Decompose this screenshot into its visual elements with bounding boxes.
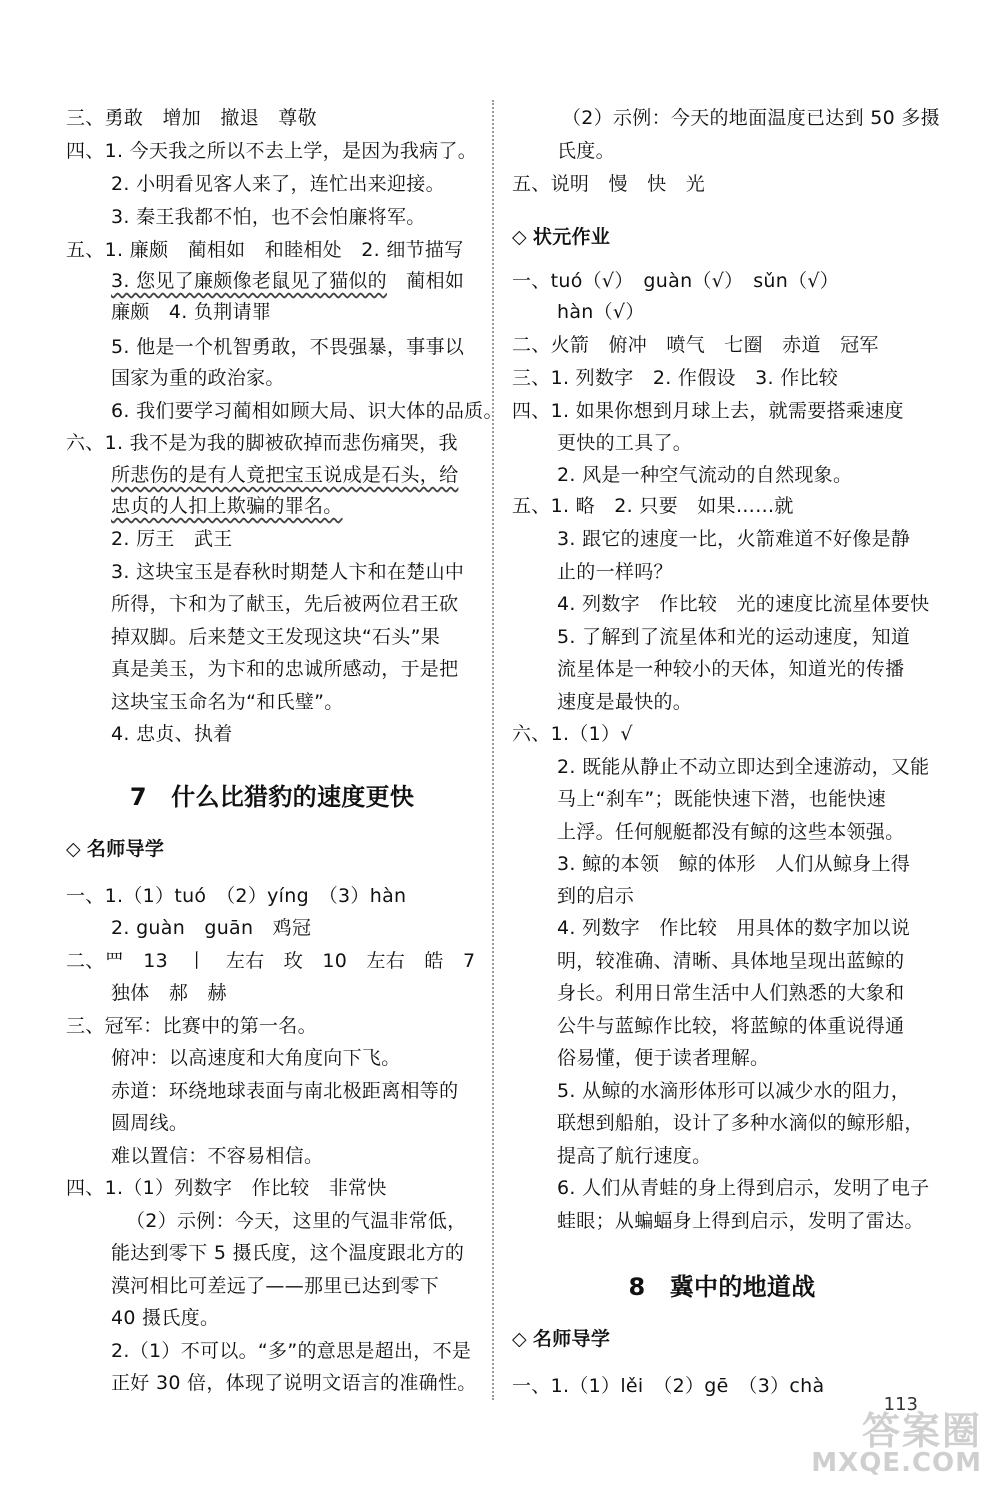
answer-line: 独体 郝 赫: [111, 982, 227, 1004]
answer-line: 5. 从鲸的水滴形体形可以减少水的阻力，: [557, 1080, 911, 1102]
answer-line: 身长。利用日常生活中人们熟悉的大象和: [557, 982, 905, 1004]
answer-line: 三、冠军：比赛中的第一名。: [66, 1015, 317, 1037]
answer-line: 2. guàn guān 鸡冠: [111, 917, 312, 939]
lesson-title: 8 冀中的地道战: [628, 1273, 816, 1301]
answer-line: 廉颇 4. 负荆请罪: [111, 301, 272, 323]
answer-line: 四、1.（1）列数字 作比较 非常快: [66, 1177, 387, 1199]
answer-line: [66, 430, 478, 456]
section-heading: [512, 1326, 932, 1352]
answer-line: 联想到船舶，设计了多种水滴似的鲸形船，: [557, 1112, 924, 1134]
underlined-text: 3. 您见了廉颇像老鼠见了猫似的: [111, 270, 387, 292]
answer-line: 三、勇敢 增加 撤退 尊敬: [66, 107, 317, 129]
answer-line: 到的启示: [557, 885, 635, 907]
answer-line: 2.（1）不可以。“多”的意思是超出，不是: [111, 1340, 472, 1362]
answer-line: 四、1. 如果你想到月球上去，就需要搭乘速度: [512, 400, 904, 422]
answer-line: 俯冲：以高速度和大角度向下飞。: [111, 1047, 401, 1069]
answer-line: 2. 小明看见客人来了，连忙出来迎接。: [111, 173, 445, 195]
answer-line: 止的一样吗？: [557, 561, 673, 583]
answer-line: 二、火箭 俯冲 喷气 七圈 赤道 冠军: [512, 334, 879, 356]
answer-line: （2）示例：今天，这里的气温非常低，: [126, 1210, 467, 1232]
answer-line: 五、1. 略 2. 只要 如果……就: [512, 495, 794, 517]
answer-line: 3. 跟它的速度一比，火箭难道不好像是静: [557, 528, 911, 550]
answer-line: 6. 人们从青蛙的身上得到启示，发明了电子: [557, 1177, 930, 1199]
watermark-url: MXQE.COM: [811, 1448, 982, 1478]
answer-line: （2）示例：今天的地面温度已达到 50 多摄: [562, 107, 940, 129]
diamond-icon: ◇: [512, 226, 527, 248]
answer-text: 六、1. 我不是为我的脚被砍掉而悲伤痛哭，我: [66, 432, 458, 454]
answer-line: 速度是最快的。: [557, 691, 693, 713]
answer-line: 六、1.（1）√: [512, 723, 633, 745]
answer-line: 三、1. 列数字 2. 作假设 3. 作比较: [512, 367, 839, 389]
answer-line: 上浮。任何舰艇都没有鲸的这些本领强。: [557, 821, 905, 843]
page-number: 113: [883, 1394, 918, 1415]
answer-line: 一、1.（1）lěi （2）gē （3）chà: [512, 1375, 825, 1397]
section-heading: [66, 836, 478, 862]
section-heading-label: 名师导学: [532, 1328, 611, 1350]
answer-line: 氏度。: [557, 140, 615, 162]
answer-line: 二、罒 13 丨 左右 玫 10 左右 皓 7: [66, 950, 476, 972]
watermark-logo: 答案圈: [861, 1409, 982, 1453]
answer-line: 4. 忠贞、执着: [111, 723, 233, 745]
answer-line: 5. 他是一个机智勇敢，不畏强暴，事事以: [111, 336, 465, 358]
diamond-icon: ◇: [66, 838, 81, 860]
column-divider: [492, 100, 494, 1400]
answer-line: 难以置信：不容易相信。: [111, 1145, 324, 1167]
answer-line: 能达到零下 5 摄氏度，这个温度跟北方的: [111, 1242, 465, 1264]
answer-line: 真是美玉，为卞和的忠诚所感动，于是把: [111, 658, 459, 680]
answer-line: [66, 493, 478, 519]
answer-line: 公牛与蓝鲸作比较，将蓝鲸的体重说得通: [557, 1015, 905, 1037]
answer-line: 更快的工具了。: [557, 432, 693, 454]
answer-line: 5. 了解到了流星体和光的运动速度，知道: [557, 626, 911, 648]
answer-line: 俗易懂，便于读者理解。: [557, 1047, 770, 1069]
answer-line: 4. 列数字 作比较 光的速度比流星体要快: [557, 593, 930, 615]
section-heading-label: 状元作业: [532, 226, 611, 248]
answer-line: 蛙眼；从蝙蝠身上得到启示，发明了雷达。: [557, 1210, 924, 1232]
answer-line: 所得，卞和为了献玉，先后被两位君王砍: [111, 593, 459, 615]
lesson-title: 7 什么比猎豹的速度更快: [129, 783, 415, 811]
answer-line: [66, 268, 478, 294]
answer-line: 40 摄氏度。: [111, 1307, 220, 1329]
answer-line: 3. 鲸的本领 鲸的体形 人们从鲸身上得: [557, 853, 911, 875]
section-heading: [512, 224, 932, 250]
answer-line: [66, 462, 478, 488]
answer-line: 2. 既能从静止不动立即达到全速游动，又能: [557, 756, 930, 778]
answer-line: 掉双脚。后来楚文王发现这块“石头”果: [111, 626, 441, 648]
answer-line: 3. 秦王我都不怕，也不会怕廉将军。: [111, 206, 426, 228]
answer-line: 五、1. 廉颇 蔺相如 和睦相处 2. 细节描写: [66, 239, 464, 261]
underlined-text: 忠贞的人扣上欺骗的罪名。: [111, 495, 343, 517]
answer-line: 2. 厉王 武王: [111, 528, 233, 550]
answer-line: 四、1. 今天我之所以不去上学，是因为我病了。: [66, 140, 478, 162]
answer-line: 正好 30 倍，体现了说明文语言的准确性。: [111, 1372, 477, 1394]
answer-line: 3. 这块宝玉是春秋时期楚人卞和在楚山中: [111, 561, 465, 583]
answer-line: 马上“刹车”；既能快速下潜，也能快速: [557, 788, 887, 810]
answer-line: 国家为重的政治家。: [111, 367, 285, 389]
answer-line: 五、说明 慢 快 光: [512, 173, 706, 195]
answer-line: 赤道：环绕地球表面与南北极距离相等的: [111, 1080, 459, 1102]
answer-line: 漠河相比可差远了——那里已达到零下: [111, 1275, 440, 1297]
underlined-text: 所悲伤的是有人竟把宝玉说成是石头，给: [111, 464, 459, 486]
answer-line: hàn（√）: [557, 301, 645, 323]
answer-text: 蔺相如: [406, 270, 465, 292]
answer-line: 一、1.（1）tuó （2）yíng （3）hàn: [66, 885, 407, 907]
answer-line: 这块宝玉命名为“和氏璧”。: [111, 691, 344, 713]
answer-line: 明，较准确、清晰、具体地呈现出蓝鲸的: [557, 950, 905, 972]
answer-line: 6. 我们要学习蔺相如顾大局、识大体的品质。: [111, 400, 503, 422]
answer-line: 圆周线。: [111, 1112, 189, 1134]
answer-line: 提高了航行速度。: [557, 1145, 712, 1167]
section-heading-label: 名师导学: [86, 838, 165, 860]
answer-line: 一、tuó（√） guàn（√） sǔn（√）: [512, 270, 840, 292]
answer-line: 2. 风是一种空气流动的自然现象。: [557, 464, 853, 486]
answer-line: 流星体是一种较小的天体，知道光的传播: [557, 658, 905, 680]
answer-line: 4. 列数字 作比较 用具体的数字加以说: [557, 917, 911, 939]
diamond-icon: ◇: [512, 1328, 527, 1350]
